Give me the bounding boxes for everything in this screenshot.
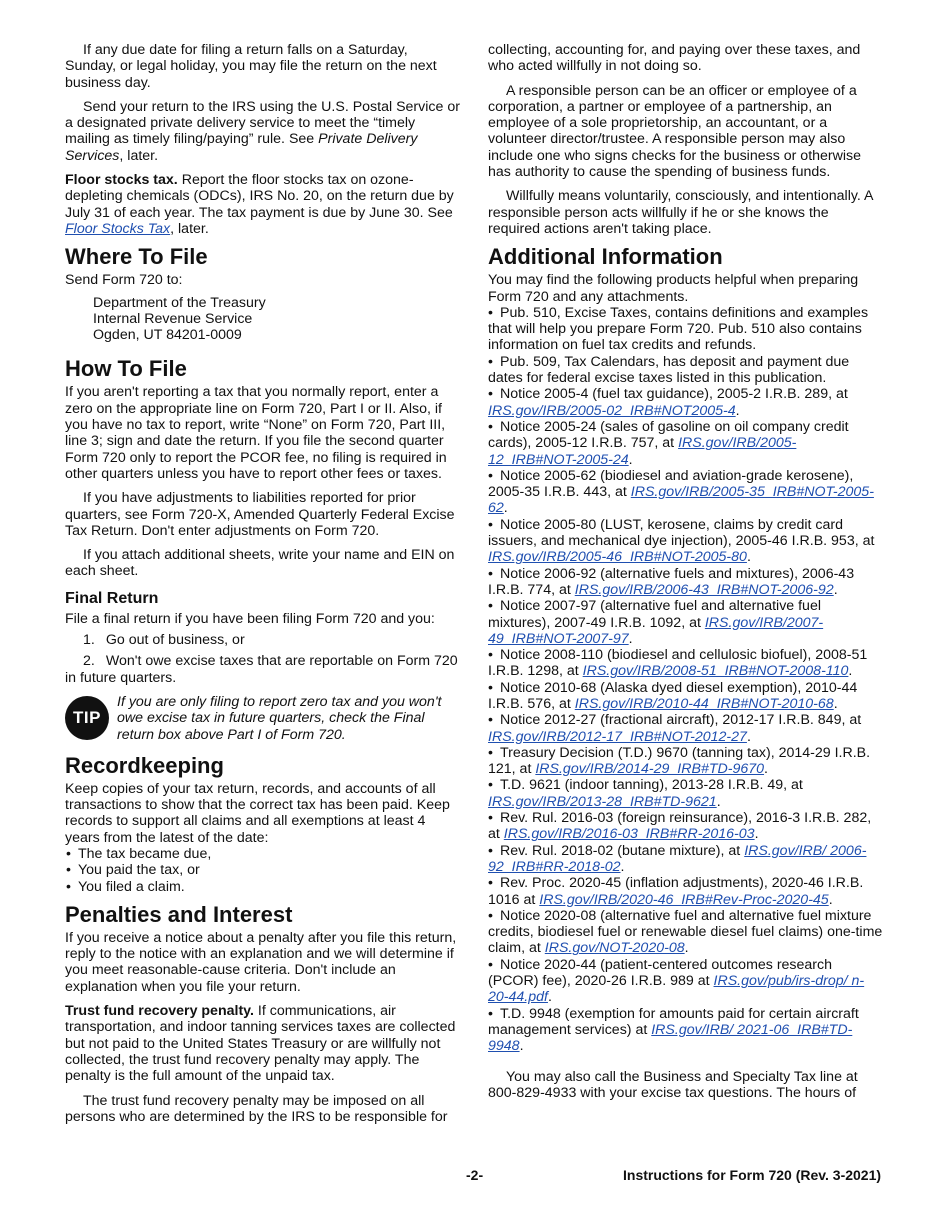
resource-text: Notice 2005-80 (LUST, kerosene, claims by credit card issuers, and mechanical dye injection), 2005-46 I.R.B. 953, at [488, 516, 875, 550]
resource-link[interactable]: IRS.gov/IRB/2005-35_IRB#NOT-2005-62 [488, 484, 874, 517]
mailing-address [65, 295, 460, 344]
resource-tail: . [519, 1038, 524, 1055]
adjustments-paragraph: If you have adjustments to liabilities reported for prior quarters, see Form 720-X, Amended Quarterly Federal Excise Tax Return. Don't enter adjustments on Form 720. [65, 490, 455, 539]
bullet-icon: • [488, 777, 493, 794]
address-line: Internal Revenue Service [93, 310, 253, 327]
resource-text: Notice 2010-68 (Alaska dyed diesel exemption), 2010-44 I.R.B. 576, at [488, 679, 858, 712]
resource-link[interactable]: IRS.gov/pub/irs-drop/ n-20-44.pdf [488, 973, 865, 1006]
bullet-icon: • [488, 516, 493, 533]
responsible-person-paragraph: A responsible person can be an officer or employee of a corporation, a partner or employee of a partnership, an employee of a sole proprietorship, an accountant, or a volunteer director/trustee. A responsible person may also include one who signs checks for the business or otherwise has authority to cause the spending of business funds. [488, 82, 862, 181]
penalties-heading: Penalties and Interest [65, 901, 293, 927]
tip-text: If you are only filing to report zero tax and you won't owe excise tax in future quarters, check the Final return box above Part I of Form 720. [117, 693, 442, 743]
resource-text: Notice 2008-110 (biodiesel and cellulosic biofuel), 2008-51 I.R.B. 1298, at [488, 647, 868, 680]
resource-item [488, 354, 883, 387]
resource-item [488, 419, 883, 468]
address-line: Department of the Treasury [93, 294, 266, 311]
recordkeeping-heading: Recordkeeping [65, 752, 224, 778]
continued-paragraph: collecting, accounting for, and paying over these taxes, and who acted willfully in not doing so. [488, 42, 861, 75]
bullet-icon: • [488, 304, 493, 321]
resource-link[interactable]: IRS.gov/IRB/2005-12_IRB#NOT-2005-24 [488, 435, 797, 468]
address-line: Ogden, UT 84201-0009 [93, 327, 242, 344]
bullet-icon: • [488, 956, 493, 973]
recordkeeping-paragraph: Keep copies of your tax return, records, and accounts of all transactions to show that the correct tax has been paid. Keep records to support all claims and all exemptions at least 4 years from the latest of the date: [65, 780, 450, 846]
resource-item [488, 810, 883, 843]
bullet-icon: • [488, 842, 493, 859]
resource-text: Notice 2006-92 (alternative fuels and mixtures), 2006-43 I.R.B. 774, at [488, 565, 855, 598]
willfully-paragraph: Willfully means voluntarily, consciously, and intentionally. A responsible person acts willfully if he or she knows the required actions aren't taking place. [488, 188, 873, 237]
resource-tail: . [716, 793, 721, 810]
resource-item [488, 875, 883, 908]
resource-item [488, 566, 883, 599]
resource-text: T.D. 9948 (exemption for amounts paid for certain aircraft management services) at [488, 1005, 859, 1038]
resource-tail: . [547, 989, 552, 1006]
resource-text: T.D. 9621 (indoor tanning), 2013-28 I.R.B. 49, at [500, 777, 803, 794]
attach-sheets-paragraph: If you attach additional sheets, write your name and EIN on each sheet. [65, 547, 455, 580]
how-to-file-heading: How To File [65, 356, 187, 382]
resource-item [488, 386, 883, 419]
bullet-icon: • [488, 598, 493, 615]
bullet-icon: • [488, 679, 493, 696]
resource-item [488, 517, 883, 566]
resource-text: Notice 2007-97 (alternative fuel and alternative fuel mixtures), 2007-49 I.R.B. 1092, at [488, 598, 821, 631]
resource-link[interactable]: IRS.gov/IRB/ 2021-06_IRB#TD-9948 [488, 1021, 853, 1055]
bullet-icon: • [488, 467, 493, 484]
resource-item [488, 908, 883, 957]
resource-item [488, 777, 883, 810]
resource-text: Pub. 510, Excise Taxes, contains definitions and examples that will help you prepare Form 720. Pub. 510 also contains information on fuel tax credits and refunds. [488, 304, 869, 354]
resource-link[interactable]: IRS.gov/NOT-2020-08 [544, 940, 685, 957]
resource-link[interactable]: IRS.gov/IRB/2012-17_IRB#NOT-2012-27 [488, 728, 747, 745]
penalties-paragraph: If you receive a notice about a penalty after you file this return, reply to the notice with an explanation and we will determine if you meet reasonable-cause criteria. Don't include an explanation when you file your return. [65, 929, 457, 995]
final-return-heading: Final Return [65, 589, 159, 607]
resource-text: Notice 2020-44 (patient-centered outcomes research (PCOR) fee), 2020-26 I.R.B. 989 at [488, 956, 833, 990]
resource-link[interactable]: IRS.gov/IRB/2016-03_IRB#RR-2016-03 [503, 826, 755, 843]
resource-item [488, 843, 883, 876]
resource-item [488, 745, 883, 778]
bullet-icon: • [488, 647, 493, 664]
resource-item [488, 647, 883, 680]
resource-link[interactable]: IRS.gov/IRB/ 2006-92_IRB#RR-2018-02 [488, 842, 867, 875]
resource-link[interactable]: IRS.gov/IRB/2007-49_IRB#NOT-2007-97 [488, 614, 824, 647]
resource-item [488, 1006, 883, 1055]
resource-text: Notice 2005-62 (biodiesel and aviation-grade kerosene), 2005-35 I.R.B. 443, at [488, 467, 854, 501]
resource-text: Notice 2012-27 (fractional aircraft), 2012-17 I.R.B. 849, at [500, 712, 862, 729]
resource-text: Notice 2020-08 (alternative fuel and alternative fuel mixture credits, biodiesel fuel or renewable diesel fuel claims) one-time claim, at [488, 907, 883, 957]
page-number: -2- [466, 1167, 484, 1183]
right-column [488, 42, 883, 1101]
where-intro: Send Form 720 to: [65, 272, 183, 289]
resource-tail: . [833, 581, 838, 598]
bullet-icon: • [488, 744, 493, 761]
resource-tail: . [833, 695, 838, 712]
resource-tail: . [628, 451, 633, 468]
resource-link[interactable]: IRS.gov/IRB/2008-51_IRB#NOT-2008-110 [582, 663, 849, 680]
resource-link[interactable]: IRS.gov/IRB/2010-44_IRB#NOT-2010-68 [574, 695, 834, 712]
floor-stocks-link[interactable]: Floor Stocks Tax [65, 220, 171, 237]
final-return-intro: File a final return if you have been filing Form 720 and you: [65, 610, 435, 627]
resource-item [488, 598, 883, 647]
trust-fund-paragraph: Trust fund recovery penalty. If communications, air transportation, and indoor tanning services taxes are collected but not paid to the United States Treasury or are willfully not collected, the trust fund recovery penalty may apply. The penalty is the full amount of the unpaid tax. [65, 1003, 456, 1085]
resource-item [488, 957, 883, 1006]
bullet-icon: • [488, 712, 493, 729]
private-delivery-ref: Private Delivery Services [65, 131, 418, 164]
trust-fund-continued: The trust fund recovery penalty may be imposed on all persons who are determined by the IRS to be responsible for [65, 1092, 448, 1125]
call-paragraph: You may also call the Business and Specialty Tax line at 800-829-4933 with your excise tax questions. The hours of [488, 1068, 858, 1101]
bullet-icon: • [488, 353, 493, 370]
additional-info-heading: Additional Information [488, 244, 723, 270]
where-to-file-heading: Where To File [65, 244, 208, 270]
list-item: • You paid the tax, or [65, 862, 460, 878]
resource-link[interactable]: IRS.gov/IRB/2013-28_IRB#TD-9621 [488, 793, 717, 810]
resource-text: Notice 2005-4 (fuel tax guidance), 2005-2 I.R.B. 289, at [500, 386, 848, 403]
resource-tail: . [684, 940, 689, 957]
bullet-icon: • [488, 810, 493, 827]
due-date-paragraph: If any due date for filing a return falls on a Saturday, Sunday, or legal holiday, you may file the return on the next business day. [65, 42, 437, 91]
bullet-icon: • [488, 565, 493, 582]
how-to-file-paragraph: If you aren't reporting a tax that you normally report, enter a zero on the appropriate line on Form 720, Part I or II. Also, if you have no tax to report, write “None” on Form 720, Part III, line 3; sign and date the return. If you file the second quarter Form 720 only to report the PCOR fee, no filing is required in other quarters unless you have to report other fees or taxes. [65, 384, 447, 482]
resource-text: Treasury Decision (T.D.) 9670 (tanning tax), 2014-29 I.R.B. 121, at [488, 744, 871, 778]
resource-tail: . [503, 500, 508, 517]
resource-text: Pub. 509, Tax Calendars, has deposit and payment due dates for federal excise taxes listed in this publication. [488, 353, 850, 387]
resource-list [488, 305, 883, 1055]
resource-text: Notice 2005-24 (sales of gasoline on oil company credit cards), 2005-12 I.R.B. 757, at [488, 418, 849, 452]
bullet-icon: • [488, 386, 493, 403]
bullet-icon: • [488, 1005, 493, 1022]
resource-tail: . [746, 728, 751, 745]
floor-stocks-paragraph: Floor stocks tax. Report the floor stocks tax on ozone-depleting chemicals (ODCs), IRS No. 20, on the return due by July 31 of each year. The tax payment is due by June 30. See Floor Stocks Tax, later. [65, 172, 454, 237]
resource-link[interactable]: IRS.gov/IRB/2005-46_IRB#NOT-2005-80 [488, 549, 747, 566]
resource-tail: . [848, 663, 853, 680]
resource-tail: . [735, 402, 740, 419]
list-item: 2. Won't owe excise taxes that are reportable on Form 720 in future quarters. [65, 653, 458, 686]
resource-item [488, 305, 883, 354]
left-column [65, 42, 460, 1125]
form-title: Instructions for Form 720 (Rev. 3-2021) [623, 1167, 882, 1183]
bullet-icon: • [488, 418, 493, 435]
tip-box [65, 694, 460, 743]
resource-link[interactable]: IRS.gov/IRB/2006-43_IRB#NOT-2006-92 [574, 581, 834, 598]
bullet-icon: • [488, 907, 493, 924]
resource-link[interactable]: IRS.gov/IRB/2005-02_IRB#NOT2005-4 [488, 402, 736, 419]
resource-tail: . [628, 630, 633, 647]
resource-link[interactable]: IRS.gov/IRB/2020-46_IRB#Rev-Proc-2020-45 [539, 891, 829, 908]
resource-text: Rev. Proc. 2020-45 (inflation adjustments), 2020-46 I.R.B. 1016 at [488, 875, 864, 908]
resource-tail: . [764, 761, 768, 778]
resource-text: Rev. Rul. 2016-03 (foreign reinsurance), 2016-3 I.R.B. 282, at [488, 810, 872, 843]
trust-fund-label: Trust fund recovery penalty. [65, 1003, 254, 1020]
resource-tail: . [620, 858, 625, 875]
floor-stocks-label: Floor stocks tax. [65, 172, 178, 189]
list-item: • You filed a claim. [65, 879, 460, 895]
resource-text: Rev. Rul. 2018-02 (butane mixture), at [500, 842, 745, 859]
resource-item [488, 712, 883, 745]
list-item: • The tax became due, [65, 846, 460, 862]
resource-tail: . [754, 826, 759, 843]
tip-icon: TIP [65, 696, 109, 740]
additional-info-intro: You may find the following products helpful when preparing Form 720 and any attachments. [488, 272, 859, 305]
recordkeeping-list [65, 846, 460, 895]
resource-link[interactable]: IRS.gov/IRB/2014-29_IRB#TD-9670 [535, 761, 765, 778]
bullet-icon: • [488, 875, 493, 892]
resource-tail: . [746, 549, 751, 566]
resource-tail: . [828, 891, 833, 908]
send-return-paragraph: Send your return to the IRS using the U.S. Postal Service or a designated private delivery service to meet the “timely mailing as timely filing/paying” rule. See Private Delivery Services, later. [65, 98, 460, 164]
final-return-list [65, 632, 460, 686]
resource-item [488, 468, 883, 517]
resource-item [488, 680, 883, 713]
list-item: 1. Go out of business, or [83, 632, 245, 649]
